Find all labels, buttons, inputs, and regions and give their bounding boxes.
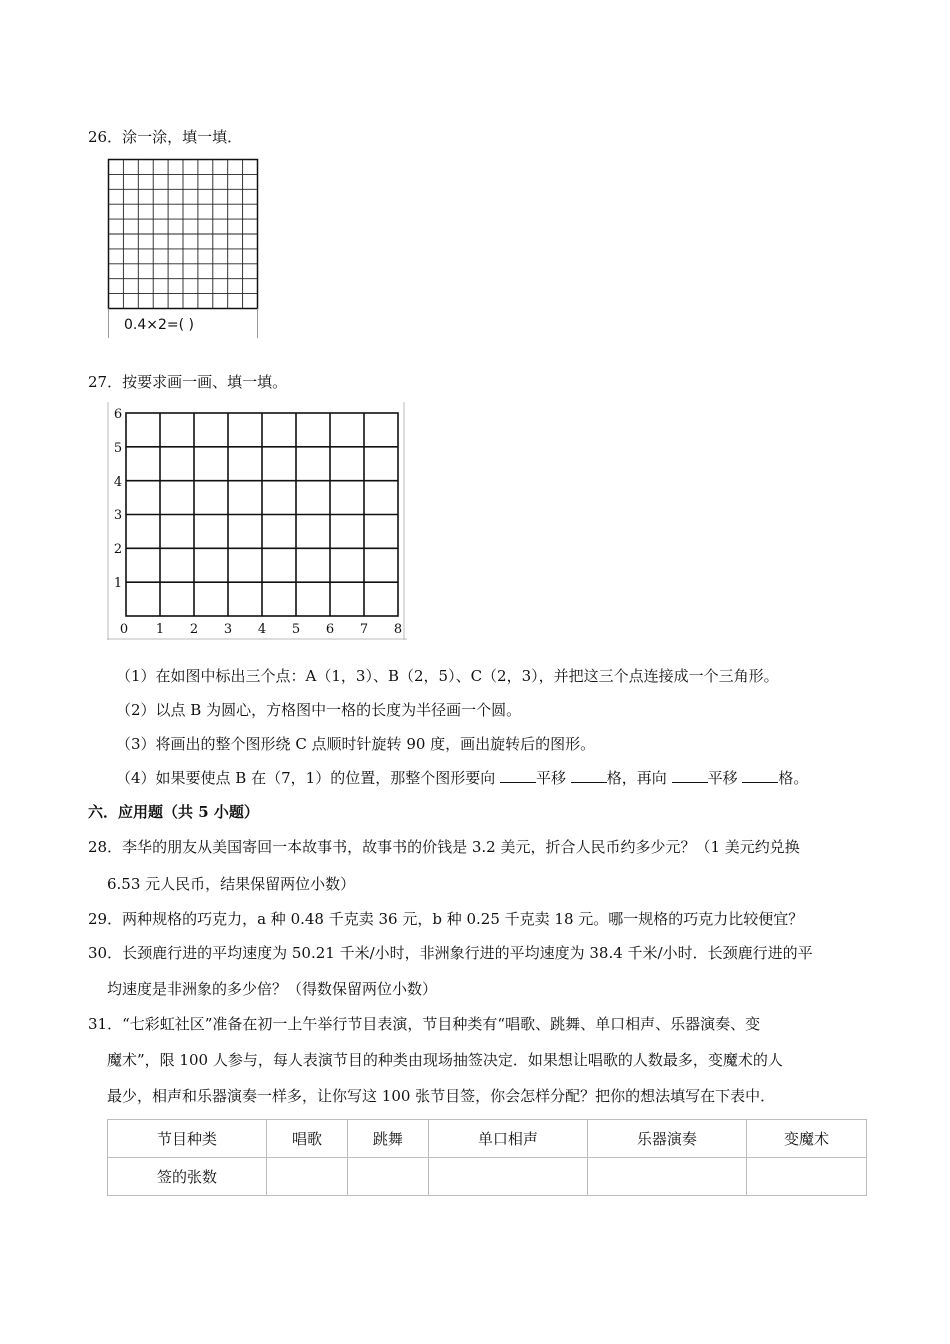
y-tick-label: 4 [113, 475, 123, 490]
y-tick-label: 5 [113, 441, 123, 456]
answer-cell[interactable] [267, 1158, 348, 1196]
answer-blank[interactable] [672, 768, 708, 783]
answer-blank[interactable] [500, 768, 536, 783]
table-header-cell: 变魔术 [746, 1120, 866, 1158]
y-tick-label: 6 [113, 407, 123, 422]
table-row [108, 1158, 867, 1196]
x-tick-label: 5 [291, 622, 301, 637]
answer-cell[interactable] [587, 1158, 746, 1196]
q27-sub3: （3）将画出的整个图形绕 C 点顺时针旋转 90 度，画出旋转后的图形。 [116, 735, 596, 753]
section-heading: 六．应用题（共 5 小题） [88, 803, 259, 821]
q26-title: 26．涂一涂，填一填． [88, 128, 243, 146]
table-header-cell: 乐器演奏 [587, 1120, 746, 1158]
q31-line1: 31．“七彩虹社区”准备在初一上午举行节目表演，节目种类有“唱歌、跳舞、单口相声、乐器演奏、变 [88, 1015, 761, 1033]
q31-line2: 魔术”，限 100 人参与，每人表演节目的种类由现场抽签决定．如果想让唱歌的人数最多，变魔术的人 [107, 1051, 783, 1069]
answer-cell[interactable] [347, 1158, 428, 1196]
table-header-row [108, 1120, 867, 1158]
q27-sub4-text-e: 格。 [778, 769, 809, 787]
q27-title: 27．按要求画一画、填一填。 [88, 373, 288, 391]
x-tick-label: 7 [359, 622, 369, 637]
x-tick-label: 0 [119, 622, 129, 637]
x-tick-label: 4 [257, 622, 267, 637]
program-allocation-table [107, 1119, 867, 1196]
q27-coordinate-grid[interactable] [107, 402, 407, 644]
y-tick-label: 2 [113, 542, 123, 557]
y-tick-label: 1 [113, 576, 123, 591]
table-header-cell: 跳舞 [347, 1120, 428, 1158]
table-header-cell: 唱歌 [267, 1120, 348, 1158]
q30-line1: 30．长颈鹿行进的平均速度为 50.21 千米/小时，非洲象行进的平均速度为 38.4 千米/小时．长颈鹿行进的平 [88, 944, 813, 962]
y-tick-label: 3 [113, 508, 123, 523]
x-tick-label: 8 [393, 622, 403, 637]
q27-sub4-text-a: （4）如果要使点 B 在（7，1）的位置，那整个图形要向 [116, 769, 496, 787]
answer-blank[interactable] [742, 768, 778, 783]
q26-formula[interactable]: 0.4×2=( ) [124, 317, 195, 333]
q28-line2: 6.53 元人民币，结果保留两位小数） [107, 875, 356, 893]
q28-line1: 28．李华的朋友从美国寄回一本故事书，故事书的价钱是 3.2 美元，折合人民币约多少元？（1 美元约兑换 [88, 838, 800, 856]
q27-sub4 [116, 768, 808, 788]
q27-sub2: （2）以点 B 为圆心，方格图中一格的长度为半径画一个圆。 [116, 701, 522, 719]
q29-text: 29．两种规格的巧克力，a 种 0.48 千克卖 36 元，b 种 0.25 千克卖 18 元。哪一规格的巧克力比较便宜？ [88, 910, 804, 928]
x-tick-label: 2 [189, 622, 199, 637]
table-header-cell: 节目种类 [108, 1120, 267, 1158]
answer-cell[interactable] [746, 1158, 866, 1196]
q27-sub4-text-b: 平移 [535, 769, 566, 787]
table-row-label: 签的张数 [108, 1158, 267, 1196]
q30-line2: 均速度是非洲象的多少倍？（得数保留两位小数） [107, 980, 438, 998]
q27-sub4-text-d: 平移 [707, 769, 738, 787]
x-tick-label: 6 [325, 622, 335, 637]
q27-sub1: （1）在如图中标出三个点：A（1，3）、B（2，5）、C（2，3），并把这三个点连接成一个三角形。 [116, 667, 779, 685]
q31-line3: 最少，相声和乐器演奏一样多，让你写这 100 张节目签，你会怎样分配？把你的想法填写在下表中． [107, 1087, 776, 1105]
x-tick-label: 3 [223, 622, 233, 637]
answer-blank[interactable] [571, 768, 607, 783]
x-tick-label: 1 [155, 622, 165, 637]
q27-sub4-text-c: 格，再向 [606, 769, 667, 787]
table-header-cell: 单口相声 [428, 1120, 587, 1158]
answer-cell[interactable] [428, 1158, 587, 1196]
